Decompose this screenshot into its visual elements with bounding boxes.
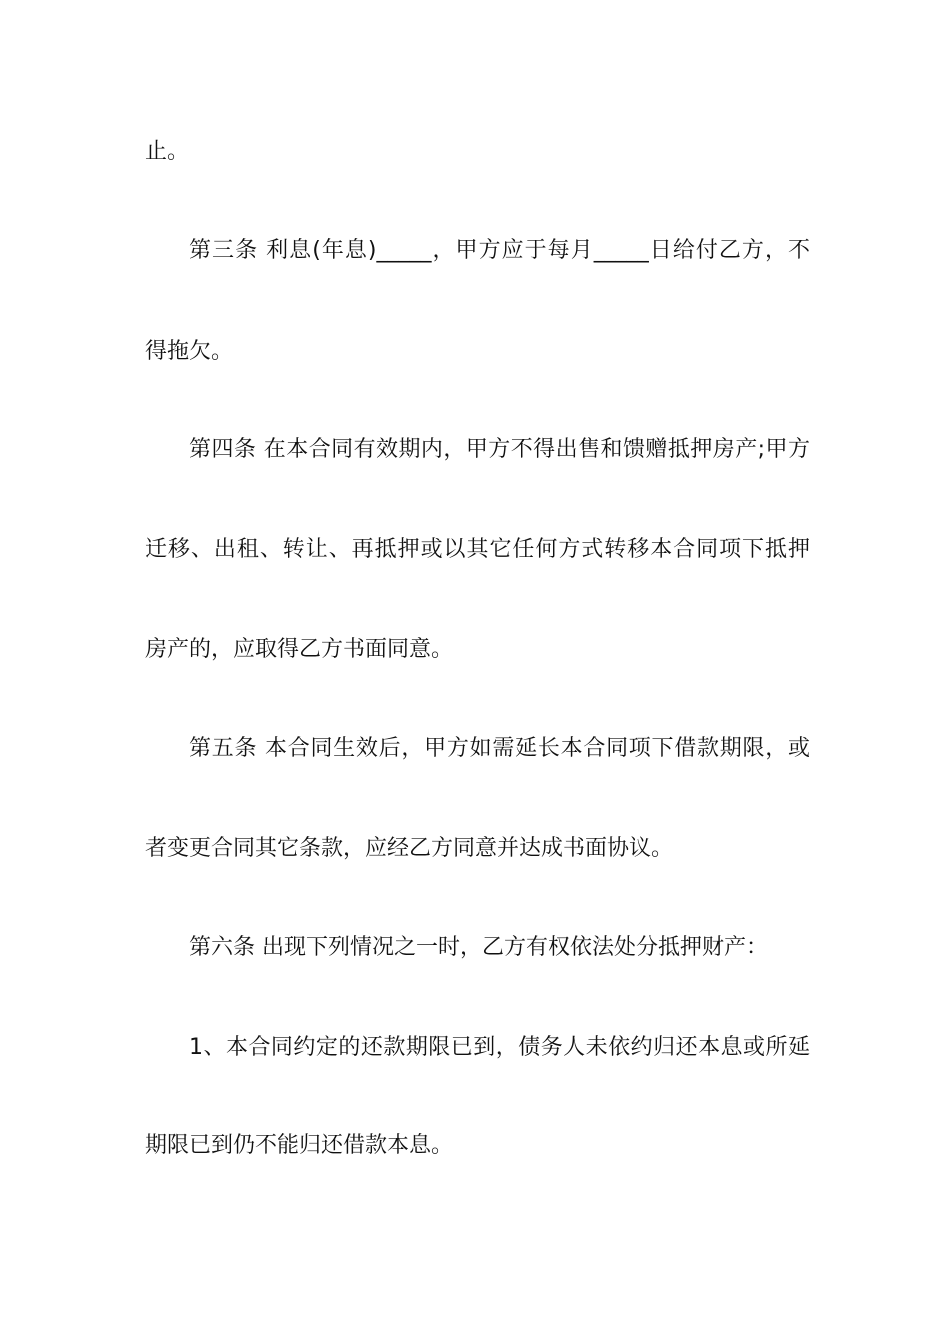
- article-6-line: 第六条 出现下列情况之一时，乙方有权依法处分抵押财产：: [189, 935, 768, 960]
- text-line: 得拖欠。: [145, 339, 234, 364]
- text-line: 期限已到仍不能归还借款本息。: [145, 1133, 454, 1158]
- text-line: 迁移、出租、转让、再抵押或以其它任何方式转移本合同项下抵押: [145, 537, 810, 562]
- article-3-line: 第三条 利息(年息)_____，甲方应于每月_____日给付乙方，不: [189, 238, 810, 263]
- text-line: 者变更合同其它条款，应经乙方同意并达成书面协议。: [145, 836, 674, 861]
- article-4-line: 第四条 在本合同有效期内，甲方不得出售和馈赠抵押房产;甲方: [189, 437, 810, 462]
- article-5-line: 第五条 本合同生效后，甲方如需延长本合同项下借款期限，或: [189, 736, 810, 761]
- text-line: 房产的，应取得乙方书面同意。: [145, 637, 454, 662]
- clause-1-line: 1、本合同约定的还款期限已到，债务人未依约归还本息或所延: [189, 1035, 810, 1060]
- text-line: 止。: [145, 139, 190, 164]
